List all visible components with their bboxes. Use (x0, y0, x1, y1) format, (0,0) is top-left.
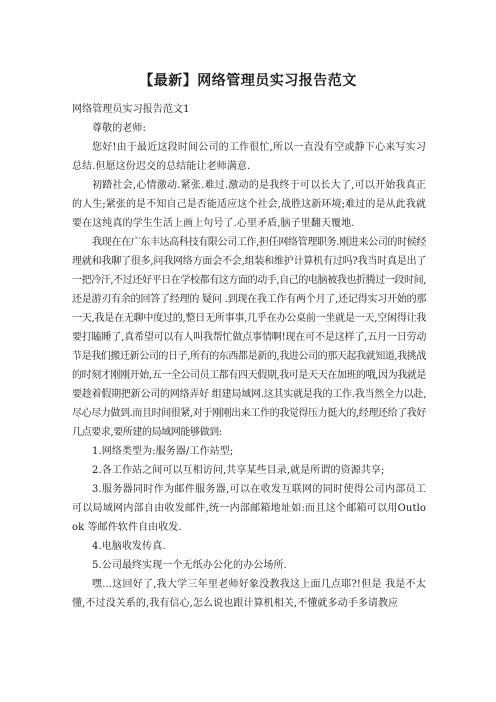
list-item-3: 3.服务器同时作为邮件服务器,可以在收发互联网的同时使得公司内部员工可以局域网内部自由收发邮件,统一内部邮箱地址如:而且这个邮箱可以用Outlook 等邮件软件自由收发. (72, 484, 426, 533)
list-item-5: 5.公司最终实现一个无纸办公化的办公场所. (92, 560, 287, 571)
paragraph-closing: 嘿...这回好了,我大学三年里老师好象没教我这上面几点耶?!但是 我是不太懂,不过没关系的,我有信心,怎么说也跟计算机相关,不懂就多动手多请教应 (72, 579, 426, 609)
list-item-1: 1.网络类型为:服务器/工作站型; (92, 446, 234, 457)
paragraph-greeting: 您好!由于最近这段时间公司的工作很忙,所以一直没有空或静下心来写实习总结.但愿这份迟交的总结能让老师满意. (72, 142, 426, 172)
paragraph-work: 我现在在广东丰达高科技有限公司工作,担任网络管理职务.刚进来公司的时候经理就和我聊了很多,问我网络方面会不会,组装和维护计算机有过吗?我当时真是出了一把冷汗,不过还好平日在学校都有这方面的动手,自己的电脑被我也折腾过一段时间,还是游刃有余的回答了经理的 疑问 .到现在我工作有两个月了,还记得实习开始的那一天,我是在无聊中度过的,整日无所事事,几乎在办公桌前一坐就是一天,空闲得让我要打瞌睡了,真希望可以有人叫我帮忙做点事情啊!现在可不是这样了,五月一日劳动节是我们搬迁新公司的日子,所有的东西都是新的,我进公司的那天起我就知道,我挑战的时刻才刚刚开始,五一全公司员工都有四天假期,我可是天天在加班的哦,因为我就是要趁着假期把新公司的网络弄好 组建局域网.这其实就是我的工作.我当然全力以赴,尽心尽力做到.而且时间很紧,对于刚刚出来工作的我觉得压力挺大的,经理还给了我好几点要求,要所建的局域网能够做到: (72, 237, 426, 438)
document-title: 【最新】网络管理员实习报告范文 (139, 73, 357, 89)
list-item-2: 2.各工作站之间可以互相访问,共享某些目录,就是所谓的资源共享; (92, 465, 385, 476)
paragraph-feelings: 初踏社会,心情激动.紧张.难过.激动的是我终于可以长大了,可以开始我真正的人生;紧张的是不知自己是否能适应这个社会,战胜这新环境;难过的是从此我就要在这纯真的学生生活上画上句号了.心里矛盾,脑子里翻天覆地. (72, 180, 426, 229)
paragraph-salutation: 尊敬的老师: (92, 123, 146, 134)
document-body (72, 100, 426, 613)
list-item-4: 4.电脑收发传真. (92, 541, 166, 552)
document-subtitle: 网络管理员实习报告范文1 (72, 104, 190, 115)
